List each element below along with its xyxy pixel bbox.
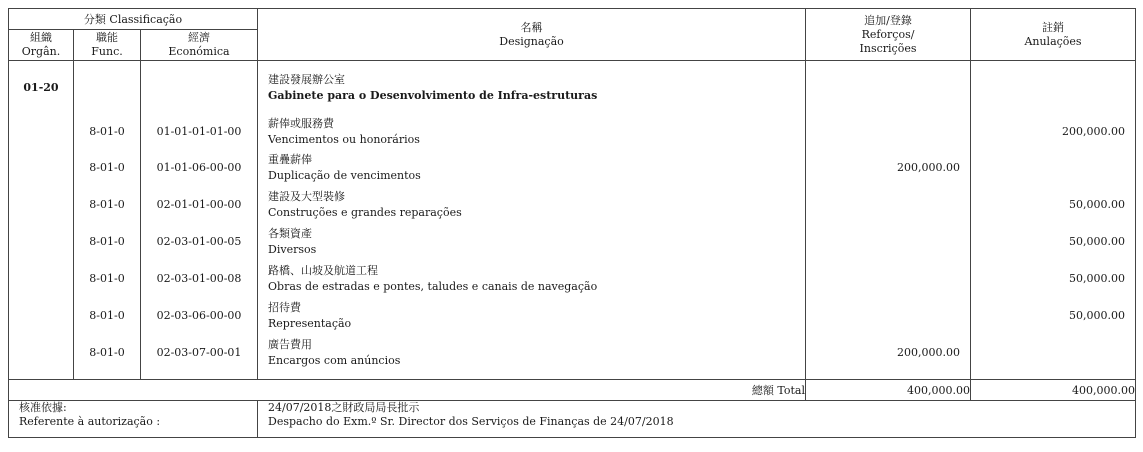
header-designacao-pt: Designação xyxy=(499,34,564,48)
row-func: 8-01-0 xyxy=(89,235,125,248)
header-funcional xyxy=(74,30,141,61)
header-row-top xyxy=(9,9,1136,30)
row-reforco: 200,000.00 xyxy=(897,161,961,174)
row-func: 8-01-0 xyxy=(89,346,125,359)
row-func: 8-01-0 xyxy=(89,309,125,322)
header-reforcos-pt1: Reforços/ xyxy=(861,27,915,41)
header-economica xyxy=(141,30,258,61)
row-name-pt: Vencimentos ou honorários xyxy=(268,133,420,146)
row-econ: 01-01-06-00-00 xyxy=(156,161,242,174)
row-func: 8-01-0 xyxy=(89,161,125,174)
header-reforcos xyxy=(806,9,971,61)
header-organica xyxy=(9,30,74,61)
row-name-zh: 重疊薪俸 xyxy=(268,153,313,166)
total-reforcos: 400,000.00 xyxy=(806,380,971,401)
col-organica xyxy=(9,61,74,380)
footer-label xyxy=(9,401,258,438)
organ-code: 01-20 xyxy=(23,81,59,94)
footer-value xyxy=(258,401,1136,438)
header-reforcos-pt2: Inscrições xyxy=(859,41,917,55)
row-func: 8-01-0 xyxy=(89,198,125,211)
header-funcional-zh: 職能 xyxy=(96,31,118,44)
row-econ: 02-03-07-00-01 xyxy=(156,346,242,359)
total-anulacoes: 400,000.00 xyxy=(971,380,1136,401)
header-designacao xyxy=(258,9,806,61)
footer-label-zh: 核准依據: xyxy=(19,401,67,414)
row-reforco: 200,000.00 xyxy=(897,346,961,359)
row-econ: 02-03-01-00-08 xyxy=(156,272,242,285)
row-econ: 02-01-01-00-00 xyxy=(156,198,242,211)
row-anulacao: 50,000.00 xyxy=(1069,272,1126,285)
col-economica xyxy=(141,61,258,380)
col-anulacoes xyxy=(971,61,1136,380)
row-anulacao: 50,000.00 xyxy=(1069,235,1126,248)
row-name-zh: 廣告費用 xyxy=(268,338,313,351)
footer-value-zh: 24/07/2018之財政局局長批示 xyxy=(268,401,420,414)
row-name-zh: 路橋、山坡及航道工程 xyxy=(268,264,379,277)
row-name-zh: 各類資產 xyxy=(268,227,313,240)
row-name-pt: Obras de estradas e pontes, taludes e canais de navegação xyxy=(268,280,598,293)
col-funcional xyxy=(74,61,141,380)
row-name-pt: Duplicação de vencimentos xyxy=(268,169,421,182)
row-func: 8-01-0 xyxy=(89,125,125,138)
body-row xyxy=(9,61,1136,380)
row-name-pt: Encargos com anúncios xyxy=(268,354,401,367)
row-econ: 02-03-01-00-05 xyxy=(156,235,242,248)
organ-name-zh: 建設發展辦公室 xyxy=(268,73,346,86)
header-anulacoes-zh: 註銷 xyxy=(1042,20,1065,34)
row-anulacao: 50,000.00 xyxy=(1069,309,1126,322)
row-anulacao: 50,000.00 xyxy=(1069,198,1126,211)
header-funcional-pt: Func. xyxy=(91,45,123,58)
row-name-pt: Representação xyxy=(268,317,352,330)
row-name-zh: 招待費 xyxy=(268,301,302,314)
footer-row xyxy=(9,401,1136,438)
row-name-zh: 建設及大型裝修 xyxy=(268,190,346,203)
row-name-pt: Diversos xyxy=(268,243,317,256)
header-anulacoes xyxy=(971,9,1136,61)
row-econ: 01-01-01-01-00 xyxy=(156,125,242,138)
total-row xyxy=(9,380,1136,401)
row-anulacao: 200,000.00 xyxy=(1062,125,1126,138)
row-name-zh: 薪俸或服務費 xyxy=(268,117,335,130)
header-economica-zh: 經濟 xyxy=(188,31,210,44)
header-reforcos-zh: 追加/登錄 xyxy=(864,13,912,27)
header-organica-zh: 組織 xyxy=(30,31,52,44)
row-name-pt: Construções e grandes reparações xyxy=(268,206,462,219)
header-organica-pt: Orgân. xyxy=(21,45,61,58)
row-econ: 02-03-06-00-00 xyxy=(156,309,242,322)
budget-table xyxy=(8,8,1136,438)
footer-value-pt: Despacho do Exm.º Sr. Director dos Serviços de Finanças de 24/07/2018 xyxy=(268,415,674,428)
col-reforcos xyxy=(806,61,971,380)
header-designacao-zh: 名稱 xyxy=(520,20,543,34)
organ-name-pt: Gabinete para o Desenvolvimento de Infra-estruturas xyxy=(268,89,598,102)
header-classification: 分類 Classificação xyxy=(9,9,258,30)
header-economica-pt: Económica xyxy=(168,45,230,58)
col-designacao xyxy=(258,61,806,380)
footer-label-pt: Referente à autorização : xyxy=(19,415,161,428)
total-label: 總額 Total xyxy=(9,380,806,401)
row-func: 8-01-0 xyxy=(89,272,125,285)
header-anulacoes-pt: Anulações xyxy=(1024,34,1082,48)
